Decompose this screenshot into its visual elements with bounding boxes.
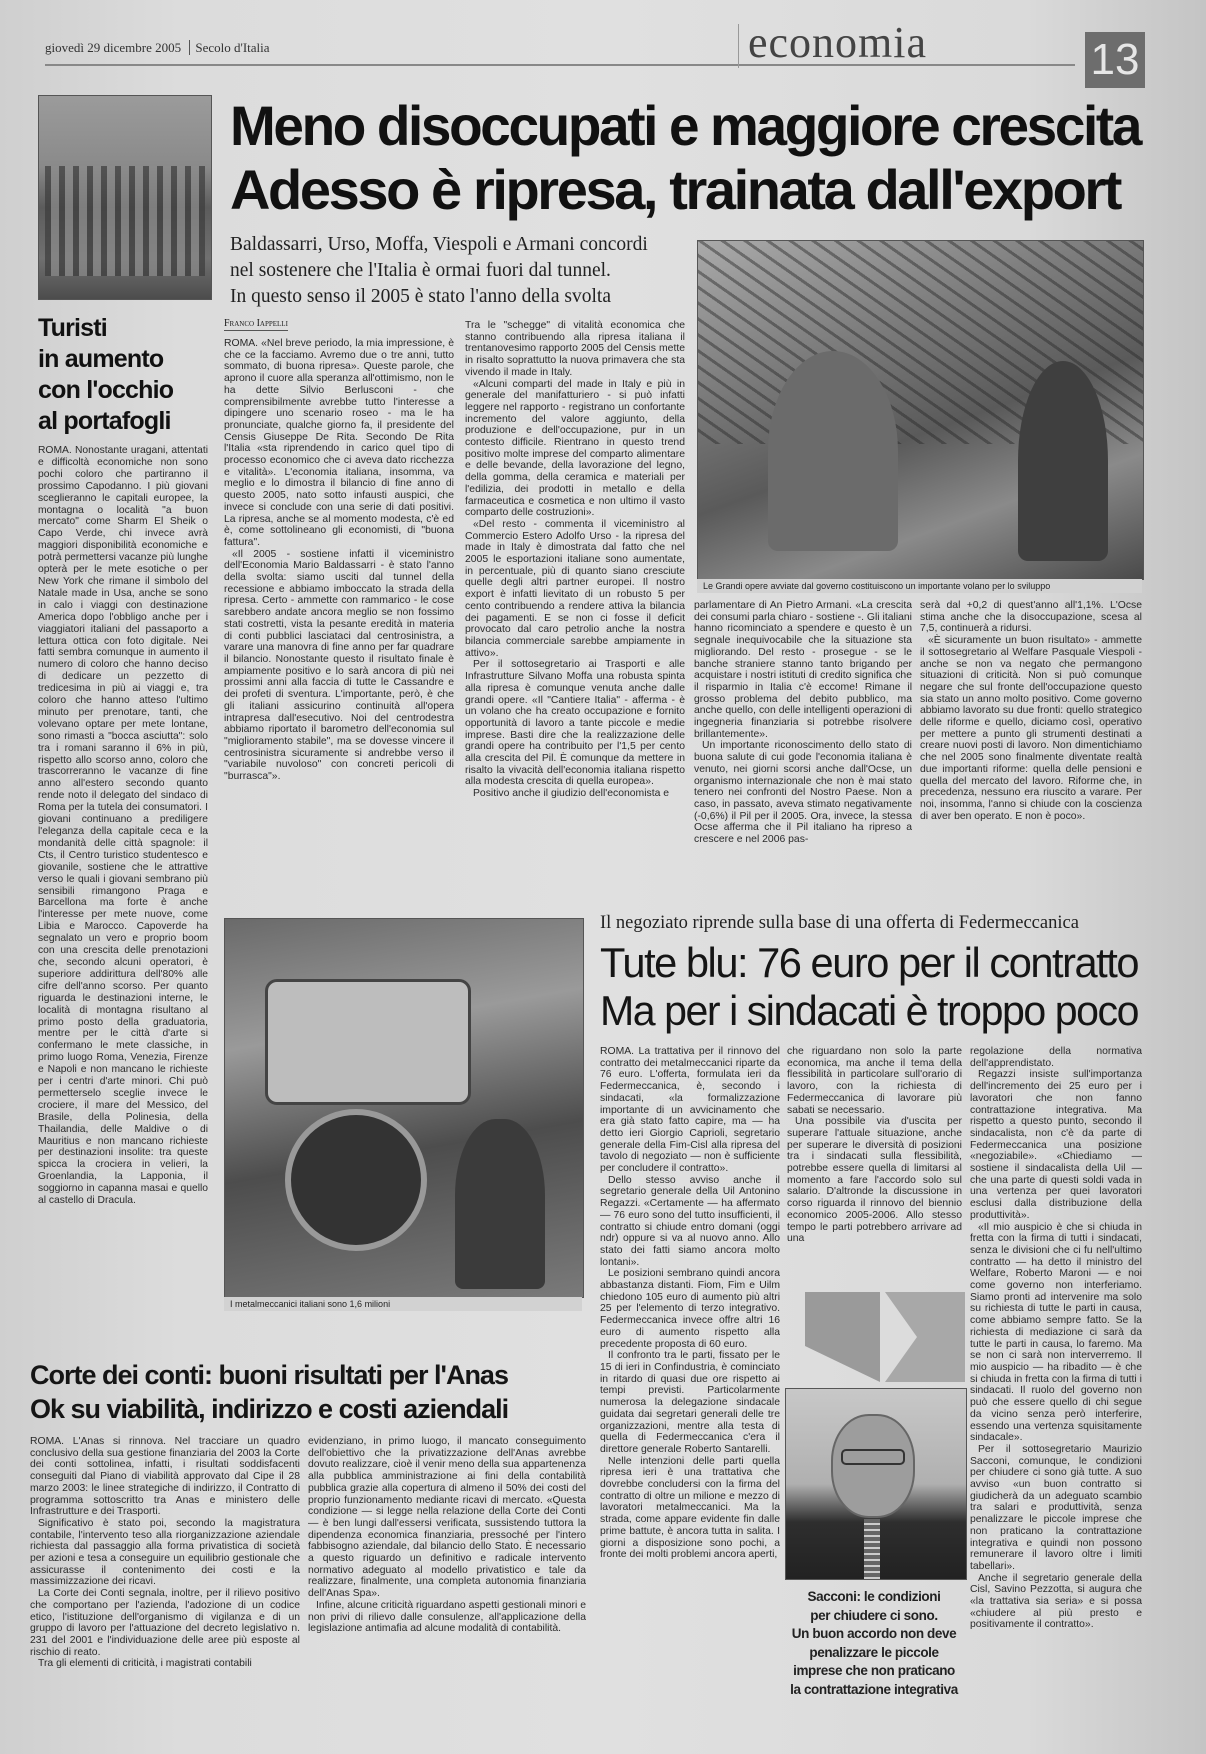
main-article-col3 (694, 600, 912, 902)
subhead-line: nel sostenere che l'Italia è ormai fuori dal tunnel. (230, 260, 611, 281)
paragraph: Infine, alcune criticità riguardano aspetti gestionali minori e non privi di rilievo dalle consulenze, all'applicazione della legislazione antimafia ad alcune modalità di contabilità. (308, 1599, 586, 1635)
page-number-box (1085, 32, 1145, 88)
paragraph: ROMA. Nonostante uragani, attentati e difficoltà economiche non sono pochi coloro che partiranno il prossimo Capodanno. I più giovani sceglieranno le capitali europee, la montagna o località "a buon mercato" come Sharm El Sheik o Capo Verde, chi invece avrà maggiori disponibilità economiche e potrà permettersi vacanze più lunghe opterà per le mete esotiche o per New York che rimane il simbolo del Natale made in Usa, anche se sono in calo i viaggi con destinazione America dopo l'obbligo anche per i viaggiatori italiani del passaporto a lettura ottica con foto digitale. Nei fatti sembra comunque in aumento il numero di coloro che hanno deciso di dedicare un pezzetto di tredicesima in più ai viaggi e, tra coloro che hanno atteso l'ultimo minuto per prenotare, tanti, che volevano optare per mete lontane, sono rimasti a "bocca asciutta": solo tra i romani saranno il 6% in più, rispetto allo scorso anno, coloro che trascorreranno le vacanze di fine anno all'estero secondo quanto rende noto il delegato del sindaco di Roma per la tutela dei consumatori. I giovani continuano a prediligere l'eleganza della capitale ceca e la mondanità delle città spagnole: il Cts, il Centro turistico studentesco e giovanile, sostiene che le attrattive verso le quali i giovani sembrano più sensibili rimangono Praga e Barcellona ma forte è anche l'interesse per mete nuove, come Libia e Marocco. Capoverde ha segnalato un vero e proprio boom con una crescita delle prenotazioni che, secondo alcuni operatori, è superiore addirittura dell'80% alle cifre dell'anno scorso. Per quanto riguarda le destinazioni interne, le località di montagna risultano al primo posto della graduatoria, mentre per le città d'arte si confermano le mete classiche, in primo luogo Roma, Venezia, Firenze e Napoli e non mancano le richieste per i centri d'arte minori. Chi può permetterselo sceglie invece le crociere, il mare del Messico, del Brasile, della Polinesia, della Thailandia, delle Maldive o di Mauritius e non mancano richieste per destinazioni insolite: tra queste spicca la crociera in velieri, la Groenlandia, la Lapponia, il soggiorno in capanna masai e quello al castello di Dracula. (38, 445, 208, 1207)
metalworkers-col3 (970, 1046, 1142, 1734)
paragraph: «Alcuni comparti del made in Italy e più in generale del manifatturiero - si può infatti leggere nel rapporto - registrano un confortante incremento del valore aggiunto, della produzione e dell'occupazione, pur in un contesto difficile. Rientrano in questo trend positivo molte imprese del comparto alimentare e delle bevande, della lavorazione del legno, della gomma, della ceramica e materiali per l'edilizia, dei prodotti in metallo e della farmaceutica e cosmetica e non ultimo il vasto comparto delle costruzioni». (465, 378, 685, 519)
paragraph: Un importante riconoscimento dello stato di buona salute di cui gode l'economia italiana è venuto, nei giorni scorsi anche dall'Ocse, un organismo internazionale che non è mai stato tenero nei confronti del Nostro Paese. Non a caso, in passato, aveva stimato negativamente (-0,6%) il Pil per il 2005. Ora, invece, la stessa Ocse afferma che il Pil italiano ha ripreso a crescere e nel 2006 pas- (694, 740, 912, 846)
portrait-glasses (841, 1449, 905, 1465)
anas-headline-line2: Ok su viabilità, indirizzo e costi aziendali (30, 1394, 509, 1424)
paragraph: Dello stesso avviso anche il segretario generale della Uil Antonino Regazzi. «Certamente — ha affermato — 76 euro sono del tutto insufficienti, il contratto si chiude entro domani (oggi ndr) oppure si va al nuovo anno. Allo stato dei fatti siamo ancora molto lontani». (600, 1174, 780, 1268)
sidebar-headline-line: in aumento (38, 345, 164, 373)
main-article-col4 (920, 600, 1142, 900)
paragraph: «È sicuramente un buon risultato» - ammette il sottosegretario al Welfare Pasquale Viespoli - anche se non va negato che permangono situazioni di criticità. Non si può comunque negare che sul fronte dell'occupazione questo sia stato un anno molto positivo. Come governo abbiamo lavorato su due fronti: quello strategico delle riforme e quello, diciamo così, operativo per mettere a punto gli strumenti destinati a creare nuovi posti di lavoro. Non dimentichiamo che nel 2005 sono finalmente diventate realtà due importanti riforme: quella delle pensioni e quella del mercato del lavoro. Riforme che, in precedenza, nessuno era riuscito a varare. Per noi, insomma, l'anno si chiude con la coscienza di aver ben operato. E non è poco». (920, 635, 1142, 822)
worker-figure (1018, 361, 1108, 561)
worker-figure (455, 1119, 545, 1289)
decorative-graphic (805, 1292, 880, 1382)
paragraph: parlamentare di An Pietro Armani. «La crescita dei consumi parla chiaro - sostiene -. Gli italiani hanno ricominciato a spendere e questo è un segnale inequivocabile che la situazione sta migliorando. Del resto - prosegue - se le banche straniere stanno tanto brigando per acquistare i nostri istituti di credito significa che il risparmio in Italia c'è eccome! Rimane il grosso problema del debito pubblico, ma anche quello, con delle intelligenti operazioni di ingegneria finanziaria si potrebbe risolvere brillantemente». (694, 600, 912, 740)
paragraph: Nelle intenzioni delle parti quella ripresa ieri è una trattativa che dovrebbe concludersi con la firma del contratto di oltre un milione e mezzo di lavoratori metalmeccanici. Ma la strada, come appare evidente fin dalle prime battute, è ancora tutta in salita. I giorni a disposizione sono pochi, a fronte dei molti problemi ancora aperti, (600, 1455, 780, 1561)
paragraph: Tra gli elementi di criticità, i magistrati contabili (38, 1658, 252, 1670)
page-number: 13 (1090, 35, 1140, 84)
machine-wheel (285, 1109, 427, 1251)
portrait-head (831, 1414, 915, 1518)
subhead-line: Baldassarri, Urso, Moffa, Viespoli e Armani concordi (230, 234, 648, 255)
issue-date: giovedì 29 dicembre 2005 (45, 40, 182, 55)
quote-line: Un buon accordo non deve (791, 1626, 957, 1641)
paragraph: regolazione della normativa dell'apprendistato. (970, 1046, 1142, 1069)
paragraph: evidenziano, in primo luogo, il mancato conseguimento dell'obiettivo che la privatizzazione dell'Anas avrebbe dovuto realizzare, cioè il venir meno della sua appartenenza alla pubblica amministrazione ai fini della contabilità pubblica grazie alla copertura di almeno il 50% dei costi del proprio funzionamento mediante ricavi di mercato. «Questa condizione — si legge nella relazione della Corte dei Conti — è ben lungi dall'essersi verificata, sussistendo tuttora la dipendenza economica finanziaria, pressoché per l'intero fabbisogno aziendale, dal bilancio dello Stato. È necessario a questo riguardo un definitivo e radicale intervento normativo adeguato al modello privatistico e tale da realizzare, finalmente, una completa autonomia finanziaria dell'Anas Spa». (308, 1436, 586, 1600)
main-headline-line1: Meno disoccupati e maggiore crescita (230, 94, 1141, 157)
paragraph: Il confronto tra le parti, fissato per le 15 di ieri in Confindustria, è cominciato in ritardo di quasi due ore rispetto ai tempi previsti. Particolarmente numerosa la delegazione sindacale guidata dai segretari generali delle tre organizzazioni, mentre alla testa di quella di Federmeccanica c'era il direttore generale Roberto Santarelli. (600, 1350, 780, 1455)
quote-line: penalizzare le piccole (809, 1644, 939, 1660)
paragraph: ROMA. L'Anas si rinnova. Nel tracciare un quadro conclusivo della sua gestione finanziaria del 2003 la Corte dei conti sottolinea, infatti, i risultati soddisfacenti conseguiti dal Piano di viabilità approvato dal Cipe il 28 marzo 2003: le linee strategiche di indirizzo, il Contratto di programma sottoscritto tra Anas e ministero delle Infrastrutture e dei Trasporti. (30, 1436, 300, 1518)
anas-headline (30, 1358, 585, 1426)
metalworkers-photo (224, 918, 584, 1298)
paragraph: La Corte dei Conti segnala, inoltre, per il rilievo positivo che comportano per l'azienda, l'adozione di un codice etico, l'istituzione dell'organismo di vigilanza e di un gruppo di lavoro per l'attuazione del decreto legislativo n. 231 del 2001 e l'individuazione delle aree più esposte al rischio di reato. (30, 1588, 300, 1658)
section-title: economia (748, 18, 928, 67)
sidebar-headline-line: Turisti (38, 314, 107, 342)
paragraph: Una possibile via d'uscita per superare l'attuale situazione, anche per superare le diversità di posizioni tra i sindacati sulla flessibilità, potrebbe essere quella di limitarsi al momento a fare l'accordo solo sul salario. D'altronde la discussione in corso riguarda il rinnovo del biennio economico 2005-2006. Allo stesso tempo le parti potrebbero arrivare ad una (787, 1116, 962, 1245)
paragraph: che riguardano non solo la parte economica, ma anche il tema della flessibilità in particolare sull'orario di lavoro, con la richiesta di Federmeccanica di lavorare più sabati se necessario. (787, 1046, 962, 1116)
page-header (45, 40, 270, 56)
paragraph: Anche il segretario generale della Cisl, Savino Pezzotta, si augura che «la trattativa sia seria» e si possa «chiudere al più presto e positivamente il contratto». (970, 1572, 1142, 1631)
paragraph: Per il sottosegretario ai Trasporti e alle Infrastrutture Silvano Moffa una robusta spinta alla ripresa è comunque venuta anche dalle grandi opere. «Il "Cantiere Italia" - afferma - è un volano che ha creato occupazione e fornito opportunità di lavoro a tante piccole e medie imprese. Basti dire che la realizzazione delle grandi opere ha contribuito per l'1,5 per cento alla crescita del Pil. È comunque da mettere in risalto la vivacità dell'economia italiana rispetto alla modesta crescita di quella europea». (465, 659, 685, 788)
paragraph: Positivo anche il giudizio dell'economista e (473, 788, 670, 800)
metalworkers-headline (600, 939, 1140, 1035)
main-article-col2 (465, 320, 685, 905)
portrait-tie (864, 1519, 880, 1579)
worker-figure (768, 351, 898, 551)
decorative-graphic (885, 1292, 965, 1382)
paragraph: ROMA. La trattativa per il rinnovo del contratto dei metalmeccanici riparte da 76 euro. L'offerta, formulata ieri da Federmeccanica, è, secondo i sindacati, «la formalizzazione importante di un avvicinamento che era già stato fatto capire, ma — ha detto ieri Giorgio Caprioli, segretario generale della Fim-Cisl alla ripresa del tavolo di negoziato — non è sufficiente per concludere il contratto». (600, 1046, 780, 1175)
main-headline-line2: Adesso è ripresa, trainata dall'export (230, 158, 1121, 221)
paragraph: serà dal +0,2 di quest'anno all'1,1%. L'Ocse stima anche che la disoccupazione, scesa al 7,5, continuerà a ridursi. (920, 600, 1142, 635)
metalworkers-col2 (787, 1046, 962, 1280)
sidebar-headline (38, 313, 210, 437)
quote-line: Sacconi: le condizioni (807, 1589, 941, 1604)
construction-photo-caption: Le Grandi opere avviate dal governo costituiscono un importante volano per lo sviluppo (697, 579, 1142, 593)
section-divider (738, 24, 739, 68)
paragraph: Per il sottosegretario Maurizio Sacconi, comunque, le condizioni per chiudere ci sono già tutte. A suo avviso «un buon contratto si giudicherà da un adeguato scambio tra salari e produttività, senza penalizzare le piccole imprese che non praticano la contrattazione integrativa e quindi non possono remunerare il lavoro oltre i limiti tabellari». (970, 1443, 1142, 1572)
pull-quote (782, 1588, 966, 1699)
sidebar-headline-line: al portafogli (38, 407, 171, 435)
sidebar-body (38, 445, 208, 1325)
main-article-col1 (224, 338, 454, 888)
metalworkers-photo-caption: I metalmeccanici italiani sono 1,6 milioni (224, 1297, 582, 1311)
sacconi-portrait-photo (785, 1388, 967, 1580)
paragraph: Tra le "schegge" di vitalità economica che stanno contribuendo alla ripresa italiana il trentanovesimo rapporto 2005 del Censis mette in risalto soprattutto la nuova primavera che sta vivendo il made in Italy. (465, 320, 685, 378)
byline (224, 318, 288, 331)
newspaper-name: Secolo d'Italia (195, 40, 270, 55)
quote-line: la contrattazione integrativa (790, 1681, 958, 1697)
paragraph: Le posizioni sembrano quindi ancora abbastanza distanti. Fiom, Fim e Uilm chiedono 105 euro di aumento più altri 25 per l'elemento di terzo integrativo. Federmeccanica invece offre altri 16 euro di aumento rispetto alla precedente proposta di 60 euro. (600, 1268, 780, 1350)
paragraph: ROMA. «Nel breve periodo, la mia impressione, è che ce la facciamo. Avremo due o tre anni, tutto sommato, di buona ripresa». Queste parole, che aprono il cuore alla speranza all'ottimismo, non le ha dette Silvio Berlusconi - che comprensibilmente avrebbe tutto l'interesse a dipingere uno scenario roseo - ma le ha pronunciate, qualche giorno fa, il presidente del Censis Giuseppe De Rita. Secondo De Rita l'Italia «sta riprendendo in carico quel tipo di processo economico che ci aveva dato ricchezza e vitalità». L'economia italiana, insomma, va meglio e lo dimostra il bilancio di fine anno di questo 2005, nato sotto infausti auspici, che invece si conclude con una serie di dati positivi. La ripresa, anche se al momento modesta, c'è ed è, come sottolineano gli economisti, di "buona fattura". (224, 338, 454, 548)
colosseum-arches (45, 166, 205, 276)
anas-col1 (30, 1436, 300, 1736)
paragraph: Regazzi insiste sull'importanza dell'incremento dei 25 euro per i lavoratori che non fanno contrattazione integrativa. Ma rispetto a questo punto, secondo il sindacalista, non c'è da parte di Federmeccanica una posizione «negoziabile». «Chiediamo — sostiene il sindacalista della Uil — che una parte di questi soldi vada in una vertenza per quei lavoratori esclusi dalla distribuzione della produttività». (970, 1069, 1142, 1221)
quote-line: imprese che non praticano (793, 1663, 955, 1678)
paragraph: Significativo è stato poi, secondo la magistratura contabile, l'intervento teso alla riorganizzazione aziendale richiesta dal passaggio alla forma privatistica di società per azioni e tesa a conseguire un equilibrio gestionale che assicurasse il contenimento dei costi e la massimizzazione dei ricavi. (30, 1517, 300, 1588)
colosseum-photo (38, 95, 212, 300)
header-separator (189, 40, 190, 55)
subhead-line: In questo senso il 2005 è stato l'anno della svolta (230, 286, 611, 307)
paragraph: «Del resto - commenta il viceministro al Commercio Estero Adolfo Urso - la ripresa del made in Italy è dimostrata dal fatto che nel 2005 le esportazioni italiane sono aumentate, in percentuale, più di quanto siano cresciute quelle degli altri partner europei. Il nostro export è infatti lievitato di un robusto 5 per cento contribuendo a rendere attiva la bilancia dei pagamenti. E se non ci fosse il deficit provocato dal caro petrolio anche la nostra bilancia commerciale sarebbe ampiamente in attivo». (465, 518, 685, 659)
quote-line: per chiudere ci sono. (810, 1607, 938, 1623)
sidebar-headline-line: con l'occhio (38, 376, 174, 404)
metalworkers-headline-line1: Tute blu: 76 euro per il contratto (600, 939, 1139, 986)
paragraph: «Il mio auspicio è che si chiuda in fretta con la firma di tutti i sindacati, senza le divisioni che ci fu nell'ultimo contratto — ha detto il ministro del Welfare, Roberto Maroni — e noi come governo non interferiamo. Siamo pronti ad intervenire ma solo su richiesta di tutte le parti in causa, come abbiamo sempre fatto. Se la richiesta di mediazione ci sarà da tutte le parti in causa, lo faremo. Ma se non ci sarà non interverremo. Il mio auspicio — ha ribadito — è che si chiuda in fretta con la firma di tutti i sindacati. Il ruolo del governo non può che essere quello di chi segue da vicino senza però interferire, essendo una vertenza squisitamente sindacale». (970, 1221, 1142, 1444)
main-headline (230, 94, 1142, 221)
metalworkers-col1 (600, 1046, 780, 1736)
metalworkers-headline-line2: Ma per i sindacati è troppo poco (600, 987, 1138, 1034)
metalworkers-kicker (600, 912, 1140, 934)
byline-text: Franco Iappelli (224, 318, 288, 329)
machine-body (265, 979, 471, 1105)
metalworkers-kicker-text: Il negoziato riprende sulla base di una offerta di Federmeccanica (600, 913, 1079, 933)
construction-workers-photo (697, 240, 1144, 580)
main-subhead (230, 232, 685, 310)
anas-col2 (308, 1436, 586, 1736)
anas-headline-line1: Corte dei conti: buoni risultati per l'Anas (30, 1360, 508, 1390)
paragraph: «Il 2005 - sostiene infatti il viceministro dell'Economia Mario Baldassarri - è stato l'anno della svolta: siamo usciti dal tunnel della recessione e abbiamo imboccato la strada della ripresa. Certo - ammette con rammarico - le cose sarebbero andate ancora meglio se non fossimo stati costretti, vista la pesante eredità in materia di conti pubblici lasciataci dal centrosinistra, a varare una manovra di fine anno per far quadrare il bilancio. Nonostante questo il risultato finale è ampiamente positivo e lo sarà ancora di più nei prossimi anni alla faccia di tutte le Cassandre e dei profeti di sventura. L'importante, però, è che gli italiani assicurino continuità all'opera intrapresa dall'esecutivo. Noi del centrodestra abbiamo riportato il barometro dell'economia sul "miglioramento stabile", ma se dovesse vincere il centrosinistra sicuramente si andrebbe verso il "variabile nuvoloso" con concreti pericoli di "burrasca"». (224, 548, 454, 783)
